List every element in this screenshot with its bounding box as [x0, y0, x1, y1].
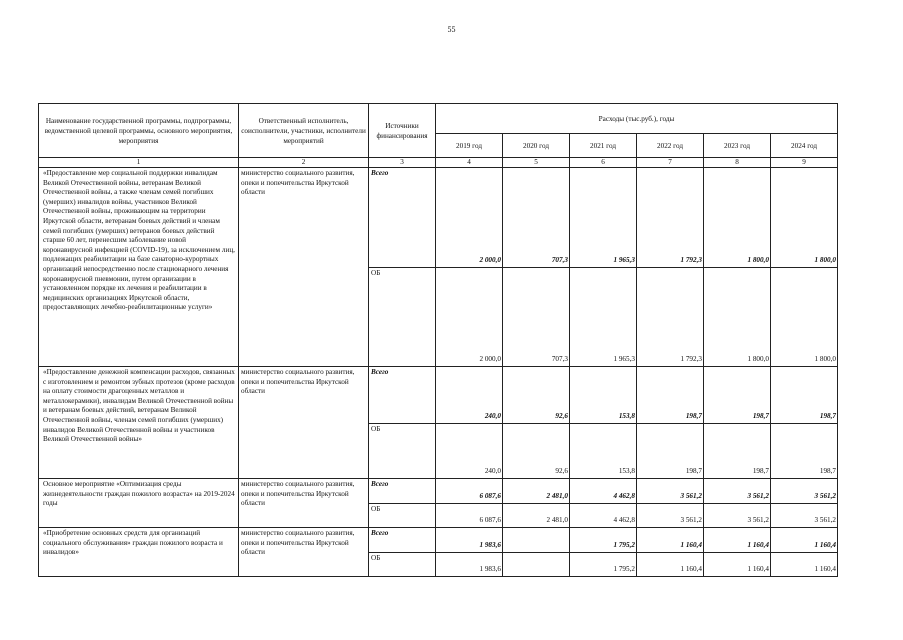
ob-value: 1 792,3	[637, 268, 704, 367]
column-number: 9	[771, 158, 838, 168]
measure-name: Основное мероприятие «Оптимизация среды жизнедеятельности граждан пожилого возраста» на 2019-2024 годы	[39, 479, 239, 528]
ob-value: 1 800,0	[704, 268, 771, 367]
table-row	[39, 479, 838, 504]
total-value: 92,6	[503, 367, 570, 424]
measure-name: «Предоставление денежной компенсации расходов, связанных с изготовлением и ремонтом зубных протезов (кроме расходов на оплату стоимости драгоценных металлов и металлокерамики), инвалидам Великой Отечественной войны и ветеранам боевых действий, ветеранам Великой Отечественной войны, членам семей погибших (умерших) инвалидов Великой Отечественной войны и участников Великой Отечественной войны»	[39, 367, 239, 479]
total-value: 1 792,3	[637, 168, 704, 268]
page-number: 55	[447, 25, 456, 34]
total-value: 240,0	[436, 367, 503, 424]
header-expenses: Расходы (тыс.руб.), годы	[436, 104, 838, 134]
header-name: Наименование государственной программы, подпрограммы, ведомственной целевой программы, основного мероприятия, мероприятия	[39, 104, 239, 158]
ob-value: 1 160,4	[704, 553, 771, 577]
header-year: 2024 год	[771, 134, 838, 158]
header-year: 2021 год	[570, 134, 637, 158]
total-value: 198,7	[637, 367, 704, 424]
column-number: 3	[369, 158, 436, 168]
ob-value: 153,8	[570, 424, 637, 479]
source-ob: ОБ	[369, 504, 436, 528]
ob-value: 1 965,3	[570, 268, 637, 367]
ob-value: 1 983,6	[436, 553, 503, 577]
budget-table	[38, 103, 838, 577]
table-row	[39, 528, 838, 553]
total-value: 4 462,8	[570, 479, 637, 504]
column-number: 2	[239, 158, 369, 168]
header-year: 2023 год	[704, 134, 771, 158]
total-value: 1 795,2	[570, 528, 637, 553]
column-number: 1	[39, 158, 239, 168]
executor: министерство социального развития, опеки и попечительства Иркутской области	[239, 367, 369, 479]
header-year: 2020 год	[503, 134, 570, 158]
total-value: 198,7	[771, 367, 838, 424]
header-year: 2019 год	[436, 134, 503, 158]
total-value: 3 561,2	[637, 479, 704, 504]
ob-value: 92,6	[503, 424, 570, 479]
ob-value: 4 462,8	[570, 504, 637, 528]
column-number: 4	[436, 158, 503, 168]
total-value: 3 561,2	[771, 479, 838, 504]
ob-value: 1 160,4	[771, 553, 838, 577]
total-value: 707,3	[503, 168, 570, 268]
source-total: Всего	[369, 168, 436, 268]
source-total: Всего	[369, 528, 436, 553]
total-value: 1 160,4	[704, 528, 771, 553]
ob-value: 240,0	[436, 424, 503, 479]
ob-value: 1 795,2	[570, 553, 637, 577]
table-row	[39, 168, 838, 268]
ob-value: 3 561,2	[771, 504, 838, 528]
total-value: 1 965,3	[570, 168, 637, 268]
ob-value: 198,7	[771, 424, 838, 479]
source-total: Всего	[369, 367, 436, 424]
total-value: 6 087,6	[436, 479, 503, 504]
header-executor: Ответственный исполнитель, соисполнители, участники, исполнители мероприятий	[239, 104, 369, 158]
executor: министерство социального развития, опеки и попечительства Иркутской области	[239, 168, 369, 367]
total-value: 198,7	[704, 367, 771, 424]
source-ob: ОБ	[369, 553, 436, 577]
ob-value: 2 481,0	[503, 504, 570, 528]
measure-name: «Приобретение основных средств для организаций социального обслуживания» граждан пожилого возраста и инвалидов»	[39, 528, 239, 577]
ob-value	[503, 553, 570, 577]
total-value: 1 160,4	[637, 528, 704, 553]
column-number: 6	[570, 158, 637, 168]
source-ob: ОБ	[369, 424, 436, 479]
total-value: 153,8	[570, 367, 637, 424]
source-total: Всего	[369, 479, 436, 504]
total-value: 1 800,0	[704, 168, 771, 268]
ob-value: 198,7	[704, 424, 771, 479]
measure-name: «Предоставление мер социальной поддержки инвалидам Великой Отечественной войны, ветеранам Великой Отечественной войны, а также членам семей погибших (умерших) инвалидов войны, участников Великой Отечественной войны, проживающим на территории Иркутской области, ветеранам боевых действий и членам семей погибших (умерших) ветеранов боевых действий старше 60 лет, перенесшим заболевание новой коронавирусной инфекцией (COVID-19), за исключением лиц, подлежащих реабилитации на базе санаторно-курортных организаций непосредственно после стационарного лечения коронавирусной пневмонии, путем организации в установленном порядке их лечения и реабилитации в медицинских организациях Иркутской области, предоставляющих лечебно-реабилитационные услуги»	[39, 168, 239, 367]
table-row	[39, 367, 838, 424]
total-value: 1 800,0	[771, 168, 838, 268]
source-ob: ОБ	[369, 268, 436, 367]
ob-value: 3 561,2	[637, 504, 704, 528]
executor: министерство социального развития, опеки и попечительства Иркутской области	[239, 528, 369, 577]
ob-value: 3 561,2	[704, 504, 771, 528]
ob-value: 1 160,4	[637, 553, 704, 577]
total-value	[503, 528, 570, 553]
executor: министерство социального развития, опеки и попечительства Иркутской области	[239, 479, 369, 528]
ob-value: 1 800,0	[771, 268, 838, 367]
column-number: 8	[704, 158, 771, 168]
total-value: 1 160,4	[771, 528, 838, 553]
total-value: 3 561,2	[704, 479, 771, 504]
column-number: 7	[637, 158, 704, 168]
total-value: 2 000,0	[436, 168, 503, 268]
total-value: 2 481,0	[503, 479, 570, 504]
column-number: 5	[503, 158, 570, 168]
header-year: 2022 год	[637, 134, 704, 158]
ob-value: 707,3	[503, 268, 570, 367]
header-sources: Источники финансирования	[369, 104, 436, 158]
ob-value: 6 087,6	[436, 504, 503, 528]
ob-value: 198,7	[637, 424, 704, 479]
ob-value: 2 000,0	[436, 268, 503, 367]
total-value: 1 983,6	[436, 528, 503, 553]
